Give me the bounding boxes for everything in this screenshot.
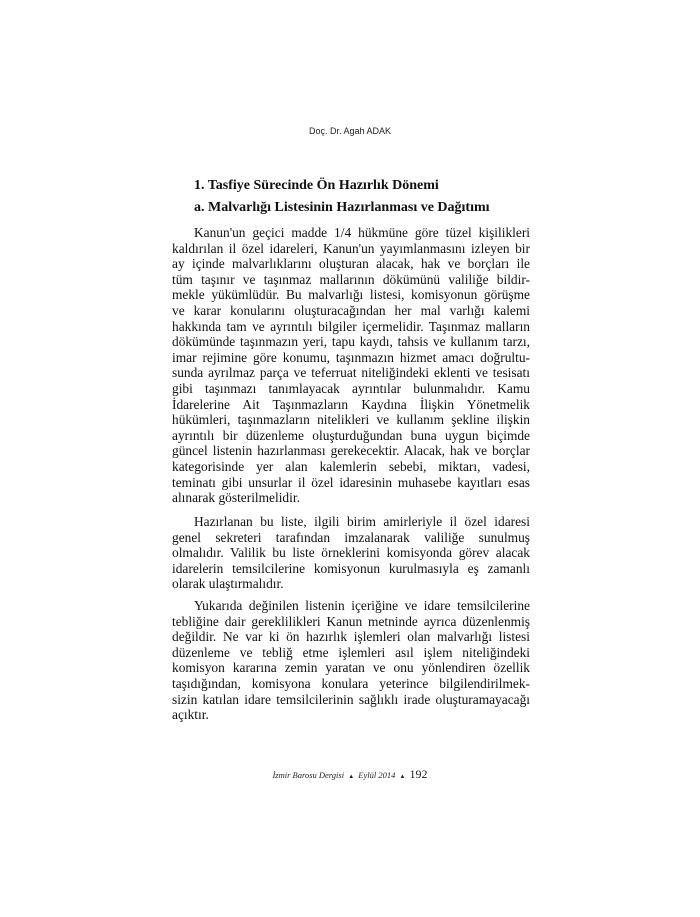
- text-line: genel sekreteri tarafından imzalanarak valiliğe sunulmuş: [172, 529, 530, 545]
- text-line: dökümünde taşınmazın yeri, tapu kaydı, tahsis ve kullanım tarzı,: [172, 334, 530, 350]
- text-line: düzenleme ve tebliğ etme işlemleri asıl işlem niteliğindeki: [172, 644, 530, 660]
- text-line: olmalıdır. Valilik bu liste örneklerini komisyonda görev alacak: [172, 545, 530, 561]
- page-footer: [0, 767, 700, 782]
- subsection-heading: a. Malvarlığı Listesinin Hazırlanması ve Dağıtımı: [194, 200, 490, 215]
- text-line: olarak ulaştırmalıdır.: [172, 576, 284, 592]
- section-heading: 1. Tasfiye Sürecinde Ön Hazırlık Dönemi: [194, 178, 439, 193]
- text-line: taşıdığından, komisyona konulara yeterince bilgilendirilmek-: [172, 675, 530, 691]
- triangle-icon: ▲: [399, 774, 406, 780]
- text-line: tüm taşınır ve taşınmaz mallarının dökümünü valiliğe bildir-: [172, 271, 530, 287]
- running-header: Doç. Dr. Agah ADAK: [308, 126, 392, 136]
- text-line: Hazırlanan bu liste, ilgili birim amirleriyle il özel idaresi: [194, 514, 530, 529]
- triangle-icon: ▲: [348, 774, 355, 780]
- text-line: komisyon kararına zemin yaratan ve onu yönlendiren özellik: [172, 660, 530, 676]
- text-line: tebliğine dair gereklilikleri Kanun metninde ayrıca düzenlenmiş: [172, 613, 530, 629]
- paragraph: [172, 514, 530, 592]
- text-line: sizin katılan idare temsilcilerinin sağlıklı irade oluşturamayacağı: [172, 691, 530, 707]
- text-line: teminatı gibi unsurlar il özel idaresinin muhasebe kayıtları esas: [172, 474, 530, 490]
- text-line: hakkında tam ve ayrıntılı bilgiler içermelidir. Taşınmaz malların: [172, 318, 530, 334]
- text-line: sunda ayrılmaz parça ve teferruat niteliğindeki eklenti ve tesisatı: [172, 365, 530, 381]
- page-number: 192: [409, 767, 428, 781]
- text-line: hükümleri, taşınmazların nitelikleri ve kullanım şekline ilişkin: [172, 412, 530, 428]
- text-line: gibi taşınmazı tanımlayacak ayrıntılar bulunmalıdır. Kamu: [172, 380, 530, 396]
- text-line: İdarelerine Ait Taşınmazların Kaydına İlişkin Yönetmelik: [172, 396, 530, 412]
- text-line: ay içinde malvarlıklarını oluşturan alacak, hak ve borçları ile: [172, 256, 530, 272]
- issue-date: Eylül 2014: [358, 770, 396, 780]
- text-line: alınarak gösterilmelidir.: [172, 490, 300, 506]
- text-line: imar rejimine göre konumu, taşınmazın hizmet amacı doğrultu-: [172, 349, 530, 365]
- text-line: idarelerin temsilcilerine komisyonun kurulmasıyla eş zamanlı: [172, 560, 530, 576]
- text-line: güncel listenin hazırlanması gerekecektir. Alacak, hak ve borçlar: [172, 443, 530, 459]
- text-line: ve karar konularını oluşturacağından her mal varlığı kalemi: [172, 302, 530, 318]
- text-line: mekle yükümlüdür. Bu malvarlığı listesi, komisyonun görüşme: [172, 287, 530, 303]
- text-line: Kanun'un geçici madde 1/4 hükmüne göre tüzel kişilikleri: [194, 225, 530, 240]
- text-line: ayrıntılı bir düzenleme oluşturduğundan buna uygun biçimde: [172, 427, 530, 443]
- text-line: Yukarıda değinilen listenin içeriğine ve idare temsilcilerine: [194, 598, 530, 613]
- text-line: açıktır.: [172, 707, 209, 723]
- text-line: kaldırılan il özel idareleri, Kanun'un yayımlanmasını izleyen bir: [172, 240, 530, 256]
- journal-name: İzmir Barosu Dergisi: [272, 770, 345, 780]
- paragraph: [172, 225, 530, 506]
- paragraph: [172, 598, 530, 723]
- text-line: değildir. Ne var ki ön hazırlık işlemleri olan malvarlığı listesi: [172, 629, 530, 645]
- text-line: kategorisinde yer alan kalemlerin sebebi, miktarı, vadesi,: [172, 458, 530, 474]
